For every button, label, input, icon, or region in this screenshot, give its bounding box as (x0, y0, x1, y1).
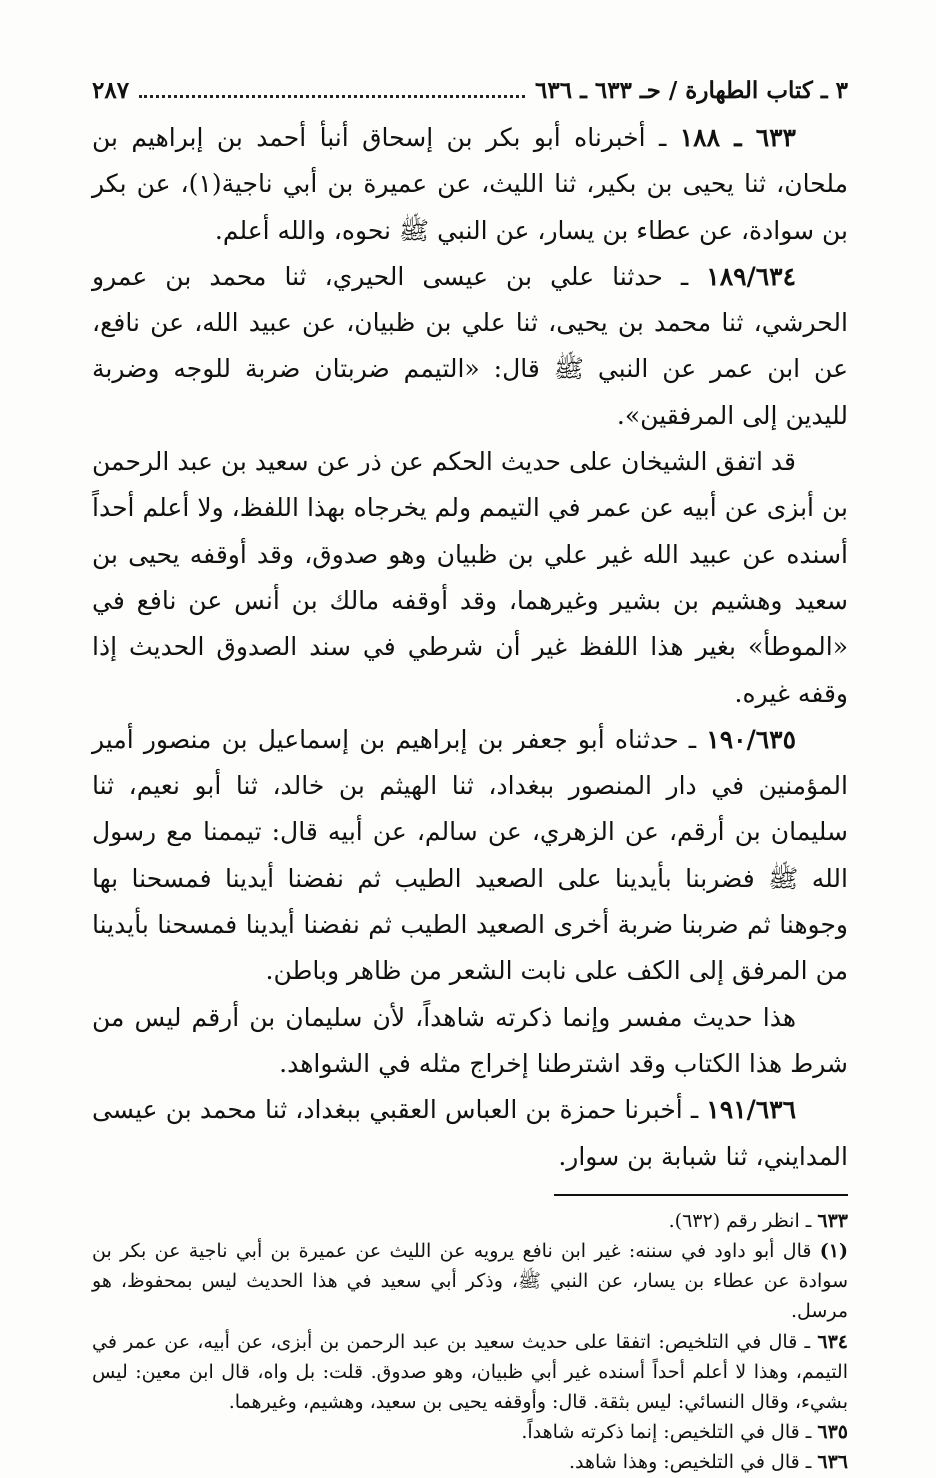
footnote-text: ـ قال في التلخيص: إنما ذكرته شاهداً. (521, 1421, 818, 1444)
footnote (92, 1327, 848, 1418)
commentary-paragraph (92, 439, 848, 717)
footnote-text: ـ انظر رقم (٦٣٢). (668, 1209, 818, 1232)
footnote (92, 1236, 848, 1327)
hadith-text: ـ حدثنا علي بن عيسى الحيري، ثنا محمد بن عمرو الحرشي، ثنا محمد بن يحيى، ثنا علي بن ظبيان، عن عبيد الله، عن نافع، عن ابن عمر عن النبي ﷺ قال: «التيمم ضربتان ضربة للوجه وضربة لليدين إلى المرفقين». (92, 261, 848, 430)
footnote-marker: ٦٣٣ (817, 1209, 848, 1232)
hadith-number: ٦٣٣ ـ ١٨٨ (679, 123, 796, 152)
hadith-paragraph (92, 115, 848, 254)
footnote-separator (554, 1194, 848, 1196)
commentary-text: قد اتفق الشيخان على حديث الحكم عن ذر عن سعيد بن عبد الرحمن بن أبزى عن أبيه عن عمر في التيمم ولم يخرجاه بهذا اللفظ، ولا أعلم أحداً أسنده عن عبيد الله غير علي بن ظبيان وهو صدوق، وقد أوقفه يحيى بن سعيد وهشيم بن بشير وغيرهما، وقد أوقفه مالك بن أنس عن نافع في «الموطأ» بغير هذا اللفظ غير أن شرطي في سند الصدوق الحديث إذا وقفه غيره. (92, 447, 848, 708)
hadith-text: ـ أخبرناه أبو بكر بن إسحاق أنبأ أحمد بن إبراهيم بن ملحان، ثنا يحيى بن بكير، ثنا الليث، عن عميرة بن أبي ناجية(١)، عن بكر بن سوادة، عن عطاء بن يسار، عن النبي ﷺ نحوه، والله أعلم. (92, 123, 848, 245)
hadith-text: ـ أخبرنا حمزة بن العباس العقبي ببغداد، ثنا محمد بن عيسى المدايني، ثنا شبابة بن سوار. (92, 1095, 848, 1171)
hadith-paragraph (92, 717, 848, 995)
commentary-text: هذا حديث مفسر وإنما ذكرته شاهداً، لأن سليمان بن أرقم ليس من شرط هذا الكتاب وقد اشترطنا إخراج مثله في الشواهد. (92, 1002, 848, 1078)
footnote-text: ـ قال في التلخيص: وهذا شاهد. (569, 1451, 818, 1474)
hadith-number: ١٩٠/٦٣٥ (706, 724, 796, 754)
footnote-marker: ٦٣٥ (817, 1421, 848, 1444)
footnote-text: ـ قال في التلخيص: اتفقا على حديث سعيد بن عبد الرحمن بن أبزى، عن أبيه، عن عمر في التيمم، وهذا لا أعلم أحداً أسنده غير أبي ظبيان، وهو صدوق. قلت: بل واه، قال ابن معين: ليس بشيء، وقال النسائي: ليس بثقة. قال: وأوقفه يحيى بن سعيد، وهشيم، وغيرهما. (92, 1330, 848, 1414)
commentary-paragraph (92, 995, 848, 1088)
header-dot-leader (139, 95, 525, 98)
footnote-marker: (١) (819, 1240, 848, 1263)
footnotes (92, 1206, 848, 1478)
footnote (92, 1206, 848, 1236)
hadith-number: ١٨٩/٦٣٤ (706, 261, 796, 291)
footnote (92, 1447, 848, 1477)
hadith-text: ـ حدثناه أبو جعفر بن إبراهيم بن إسماعيل بن منصور أمير المؤمنين في دار المنصور ببغداد، ثنا الهيثم بن خالد، ثنا أبو نعيم، ثنا سليمان بن أرقم، عن الزهري، عن سالم، عن أبيه قال: تيممنا مع رسول الله ﷺ فضربنا بأيدينا على الصعيد الطيب ثم نفضنا أيدينا فمسحنا بها وجوهنا ثم ضربنا ضربة أخرى الصعيد الطيب ثم نفضنا أيدينا فمسحنا بأيدينا من المرفق إلى الكف على نابت الشعر من ظاهر وباطن. (92, 724, 848, 986)
hadith-paragraph (92, 254, 848, 439)
main-text (92, 115, 848, 1180)
page-header (92, 68, 848, 113)
running-title: ٣ ـ كتاب الطهارة / حـ ٦٣٣ ـ ٦٣٦ (535, 76, 848, 104)
footnote-marker: ٦٣٤ (817, 1330, 848, 1353)
hadith-paragraph (92, 1087, 848, 1180)
footnote (92, 1417, 848, 1447)
footnote-text: قال أبو داود في سننه: غير ابن نافع يرويه عن الليث عن عميرة بن أبي ناجية عن بكر بن سوادة عن عطاء بن يسار، عن النبي ﷺ، وذكر أبي سعيد في هذا الحديث ليس بمحفوظ، هو مرسل. (92, 1240, 848, 1323)
page-number: ٢٨٧ (92, 76, 130, 104)
footnote-marker: ٦٣٦ (817, 1451, 848, 1474)
hadith-number: ١٩١/٦٣٦ (706, 1095, 796, 1125)
